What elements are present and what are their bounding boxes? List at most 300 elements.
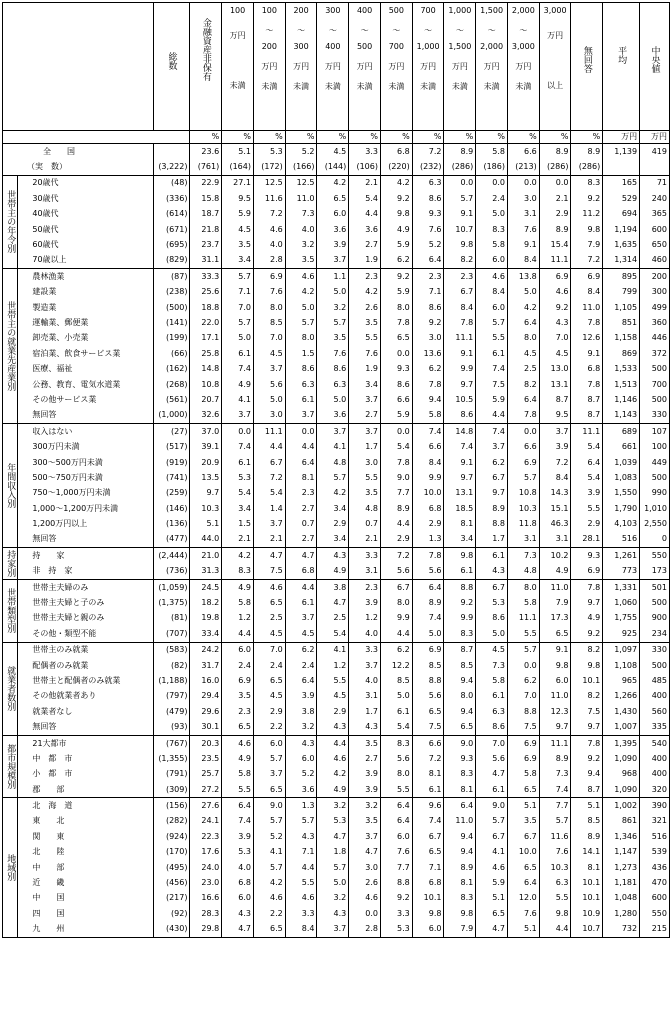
cell-value: (561) (153, 392, 190, 407)
bracket-line: ～ (392, 26, 401, 35)
cell-value: 9.8 (444, 548, 476, 564)
cell-value: (170) (153, 845, 190, 860)
bracket-line: 500 (388, 6, 404, 15)
table-row (3, 860, 670, 875)
unit-pct: % (571, 131, 603, 144)
cell-value: 3.2 (349, 798, 381, 814)
unit-pct: % (285, 131, 317, 144)
cell-value: 5.5 (507, 626, 539, 642)
table-row (3, 891, 670, 906)
cell-value: 8.0 (253, 300, 285, 315)
cell-value: 2.1 (349, 175, 381, 191)
national-pct: 23.6 (190, 144, 222, 160)
cell-value: 200 (640, 269, 670, 285)
row-label: その他サービス業 (18, 392, 153, 407)
cell-value: 4,103 (603, 516, 640, 531)
cell-value: 4.2 (317, 767, 349, 782)
header-bracket-3 (285, 3, 317, 131)
table-row (3, 315, 670, 330)
cell-value: 6.3 (412, 175, 444, 191)
cell-value: 4.7 (476, 922, 508, 938)
cell-value: 11.2 (571, 207, 603, 222)
cell-value: (736) (153, 564, 190, 580)
cell-value: 6.0 (476, 300, 508, 315)
cell-value: 9.8 (412, 906, 444, 921)
cell-value: 8.1 (412, 767, 444, 782)
cell-value: 8.6 (476, 719, 508, 735)
cell-value: 0.7 (285, 516, 317, 531)
cell-value: (456) (153, 875, 190, 890)
cell-value: 6.5 (253, 782, 285, 798)
cell-value: 32.6 (190, 408, 222, 424)
bracket-line: ～ (297, 26, 306, 35)
cell-value: 1,060 (603, 595, 640, 610)
table-row (3, 222, 670, 237)
cell-value: 6.3 (317, 377, 349, 392)
table-row (3, 658, 670, 673)
unit-pct: % (253, 131, 285, 144)
cell-value: 6.8 (412, 501, 444, 516)
cell-value: 5.2 (412, 237, 444, 252)
national-median: 419 (640, 144, 670, 160)
cell-value: (829) (153, 253, 190, 269)
table-row (3, 408, 670, 424)
header-mean: 平均 (603, 3, 640, 131)
cell-value: 4.4 (317, 735, 349, 751)
header-bracket-8 (444, 3, 476, 131)
national-pct: 8.9 (444, 144, 476, 160)
bracket-line: 3,000 (511, 42, 535, 51)
cell-value: 3.8 (285, 704, 317, 719)
bracket-line: 未満 (388, 82, 405, 91)
cell-value: 4.9 (539, 564, 571, 580)
bracket-line: ～ (487, 26, 496, 35)
cell-value: 2.5 (317, 611, 349, 626)
cell-value: 1,533 (603, 361, 640, 376)
national-real: (172) (253, 159, 285, 175)
cell-value: 9.5 (539, 408, 571, 424)
table-row (3, 501, 670, 516)
bracket-line: 2,000 (511, 6, 535, 15)
cell-value: 4.3 (222, 906, 254, 921)
cell-value: 11.1 (507, 611, 539, 626)
cell-value: 6.5 (253, 922, 285, 938)
cell-value: 9.0 (476, 798, 508, 814)
bracket-line: 万円 (229, 31, 246, 40)
cell-value: 10.7 (444, 222, 476, 237)
cell-value: 3.5 (507, 814, 539, 829)
bracket-line: ～ (328, 26, 337, 35)
cell-value: 6.1 (412, 782, 444, 798)
cell-value: 6.5 (412, 704, 444, 719)
cell-value: (919) (153, 455, 190, 470)
cell-value: 320 (640, 782, 670, 798)
cell-value: 25.6 (190, 285, 222, 300)
cell-value: 8.9 (444, 860, 476, 875)
row-label: 運輸業、郵便業 (18, 315, 153, 330)
cell-value: 5.8 (222, 595, 254, 610)
cell-value: 5.0 (476, 207, 508, 222)
cell-value: 240 (640, 191, 670, 206)
cell-value: 4.0 (222, 860, 254, 875)
cell-value: 7.6 (539, 845, 571, 860)
cell-value: 449 (640, 455, 670, 470)
cell-value: 661 (603, 439, 640, 454)
cell-value: 8.9 (412, 595, 444, 610)
row-label: 収入はない (18, 424, 153, 440)
cell-value: 13.0 (539, 361, 571, 376)
table-row (3, 361, 670, 376)
cell-value: 1,266 (603, 689, 640, 704)
group-title: 世帯主の就業先産業別 (3, 269, 18, 424)
cell-value: (156) (153, 798, 190, 814)
cell-value: 10.3 (507, 501, 539, 516)
cell-value: 7.0 (539, 331, 571, 346)
cell-value: 10.9 (571, 906, 603, 921)
table-row (3, 704, 670, 719)
cell-value: 773 (603, 564, 640, 580)
cell-value: 1,158 (603, 331, 640, 346)
cell-value: 3.9 (349, 767, 381, 782)
cell-value: 0.0 (380, 346, 412, 361)
cell-value: 3.5 (285, 253, 317, 269)
national-pct: 7.2 (412, 144, 444, 160)
cell-value: 4.1 (317, 642, 349, 658)
cell-value: 1.7 (476, 532, 508, 548)
cell-value: (791) (153, 767, 190, 782)
cell-value: 11.1 (444, 331, 476, 346)
cell-value: 7.2 (412, 751, 444, 766)
cell-value: 1,755 (603, 611, 640, 626)
header-bracket-4 (317, 3, 349, 131)
row-label: 30歳代 (18, 191, 153, 206)
cell-value: 7.1 (412, 285, 444, 300)
row-label: 無回答 (18, 532, 153, 548)
row-label: 持 家 (18, 548, 153, 564)
header-total: 総数 (153, 3, 190, 131)
cell-value: 4.2 (253, 875, 285, 890)
cell-value: 3.9 (317, 237, 349, 252)
table-row (3, 689, 670, 704)
cell-value: 8.2 (571, 642, 603, 658)
cell-value: 1,007 (603, 719, 640, 735)
cell-value: 3.3 (380, 906, 412, 921)
cell-value: 968 (603, 767, 640, 782)
national-pct: 5.2 (285, 144, 317, 160)
cell-value: 925 (603, 626, 640, 642)
cell-value: (199) (153, 331, 190, 346)
cell-value: 39.1 (190, 439, 222, 454)
cell-value: 7.6 (507, 222, 539, 237)
cell-value: 6.5 (253, 673, 285, 688)
cell-value: 6.4 (285, 673, 317, 688)
cell-value: 0.0 (444, 175, 476, 191)
unit-pct: % (190, 131, 222, 144)
cell-value: (48) (153, 175, 190, 191)
row-label: 就業者なし (18, 704, 153, 719)
cell-value: 10.3 (190, 501, 222, 516)
table-row (3, 829, 670, 844)
cell-value: 9.1 (507, 237, 539, 252)
bracket-line: 未満 (356, 82, 373, 91)
cell-value: 3.6 (285, 782, 317, 798)
unit-pct: % (222, 131, 254, 144)
cell-value: 5.4 (317, 626, 349, 642)
cell-value: 6.1 (444, 564, 476, 580)
cell-value: 3.7 (222, 408, 254, 424)
cell-value: 500 (640, 470, 670, 485)
cell-value: 5.7 (253, 751, 285, 766)
cell-value: 7.0 (253, 331, 285, 346)
cell-value: 6.2 (412, 361, 444, 376)
cell-value: (767) (153, 735, 190, 751)
cell-value: 1.7 (349, 704, 381, 719)
bracket-line: 未満 (451, 82, 468, 91)
table-row (3, 673, 670, 688)
cell-value: 8.6 (285, 361, 317, 376)
cell-value: 9.4 (444, 845, 476, 860)
cell-value: 8.8 (507, 704, 539, 719)
cell-value: 8.3 (380, 735, 412, 751)
cell-value: 16.6 (190, 891, 222, 906)
cell-value: 3.1 (507, 532, 539, 548)
cell-value: 7.2 (253, 470, 285, 485)
cell-value: (93) (153, 719, 190, 735)
cell-value: 3.7 (317, 922, 349, 938)
cell-value: (82) (153, 658, 190, 673)
cell-value: 13.5 (190, 470, 222, 485)
cell-value: 4.7 (285, 548, 317, 564)
cell-value: 330 (640, 408, 670, 424)
cell-value: 6.2 (380, 253, 412, 269)
cell-value: 5.3 (222, 845, 254, 860)
table-row (3, 548, 670, 564)
cell-value: (217) (153, 891, 190, 906)
cell-value: 1,513 (603, 377, 640, 392)
cell-value: 4.5 (222, 222, 254, 237)
header-bracket-7 (412, 3, 444, 131)
row-label: 無回答 (18, 719, 153, 735)
cell-value: 7.8 (380, 455, 412, 470)
bracket-line: 400 (325, 42, 341, 51)
cell-value: 2.6 (349, 875, 381, 890)
cell-value: 529 (603, 191, 640, 206)
bracket-line: 以上 (547, 81, 564, 90)
cell-value: 4.3 (317, 548, 349, 564)
cell-value: 18.2 (190, 595, 222, 610)
cell-value: 6.7 (476, 470, 508, 485)
cell-value: 9.2 (380, 191, 412, 206)
national-real: (286) (539, 159, 571, 175)
cell-value: 29.6 (190, 704, 222, 719)
cell-value: 3.6 (317, 408, 349, 424)
cell-value: 5.7 (285, 315, 317, 330)
cell-value: 7.8 (571, 579, 603, 595)
cell-value: 8.4 (285, 922, 317, 938)
cell-value: 9.0 (380, 470, 412, 485)
group-title: 年間収入別 (3, 424, 18, 548)
cell-value: 1.3 (285, 798, 317, 814)
cell-value: 600 (640, 891, 670, 906)
national-real: (144) (317, 159, 349, 175)
cell-value: 7.0 (476, 735, 508, 751)
cell-value: 0.0 (349, 906, 381, 921)
cell-value: 46.3 (539, 516, 571, 531)
cell-value: 2.4 (253, 658, 285, 673)
cell-value: 4.1 (222, 392, 254, 407)
row-label: 世帯主夫婦と子のみ (18, 595, 153, 610)
table-row (3, 269, 670, 285)
cell-value: 1,039 (603, 455, 640, 470)
cell-value: (583) (153, 642, 190, 658)
cell-value: 1,635 (603, 237, 640, 252)
cell-value: 500 (640, 392, 670, 407)
cell-value: 2.4 (285, 658, 317, 673)
national-real: (164) (222, 159, 254, 175)
cell-value: 7.3 (507, 548, 539, 564)
cell-value: 1.7 (349, 439, 381, 454)
cell-value: 5.0 (317, 285, 349, 300)
row-label: 近 畿 (18, 875, 153, 890)
cell-value: 5.6 (253, 377, 285, 392)
cell-value: 2.1 (539, 191, 571, 206)
cell-value: 1,048 (603, 891, 640, 906)
row-label: 世帯主と配偶者のみ就業 (18, 673, 153, 688)
cell-value: 18.5 (444, 501, 476, 516)
cell-value: 6.4 (571, 455, 603, 470)
cell-value: 6.1 (222, 346, 254, 361)
cell-value: 6.9 (571, 269, 603, 285)
cell-value: 6.2 (285, 642, 317, 658)
row-label: 卸売業、小売業 (18, 331, 153, 346)
cell-value: 1.3 (412, 532, 444, 548)
cell-value: 9.7 (571, 595, 603, 610)
table-row (3, 595, 670, 610)
row-label: 60歳代 (18, 237, 153, 252)
national-pct: 8.9 (571, 144, 603, 160)
cell-value: 24.2 (190, 642, 222, 658)
cell-value: 8.8 (380, 875, 412, 890)
header-bracket-1 (222, 3, 254, 131)
cell-value: 8.1 (571, 860, 603, 875)
row-label: 21大都市 (18, 735, 153, 751)
cell-value: 7.8 (571, 735, 603, 751)
cell-value: 6.5 (507, 860, 539, 875)
table-row (3, 579, 670, 595)
cell-value: 360 (640, 315, 670, 330)
cell-value: 2.7 (349, 751, 381, 766)
cell-value: 9.8 (571, 222, 603, 237)
cell-value: 6.6 (507, 439, 539, 454)
unit-pct: % (349, 131, 381, 144)
cell-value: 7.4 (222, 361, 254, 376)
cell-value: 8.9 (539, 222, 571, 237)
cell-value: 7.6 (253, 285, 285, 300)
cell-value: (695) (153, 237, 190, 252)
cell-value: 0.0 (507, 424, 539, 440)
cell-value: 1,314 (603, 253, 640, 269)
cell-value: 1.1 (317, 269, 349, 285)
cell-value: 6.8 (222, 875, 254, 890)
cell-value: 2.8 (349, 922, 381, 938)
cell-value: (81) (153, 611, 190, 626)
cell-value: 3.2 (317, 891, 349, 906)
cell-value: 3.5 (222, 237, 254, 252)
cell-value: 4.6 (285, 891, 317, 906)
cell-value: 4.7 (317, 595, 349, 610)
cell-value: (141) (153, 315, 190, 330)
cell-value: 6.6 (380, 392, 412, 407)
bracket-line: 1,500 (448, 42, 472, 51)
cell-value: 4.0 (253, 237, 285, 252)
cell-value: 4.6 (253, 891, 285, 906)
cell-value: 3.4 (349, 377, 381, 392)
cell-value: 3.7 (539, 424, 571, 440)
cell-value: 21.0 (190, 548, 222, 564)
row-label: 20歳代 (18, 175, 153, 191)
cell-value: 12.5 (285, 175, 317, 191)
cell-value: 5.9 (380, 237, 412, 252)
cell-value: 7.4 (444, 439, 476, 454)
cell-value: 234 (640, 626, 670, 642)
group-title: 世帯主の年令別 (3, 175, 18, 268)
group-title: 持家別 (3, 548, 18, 580)
cell-value: 23.5 (190, 751, 222, 766)
cell-value: 4.2 (222, 548, 254, 564)
cell-value: 7.0 (253, 642, 285, 658)
cell-value: 6.7 (444, 285, 476, 300)
row-label: 非 持 家 (18, 564, 153, 580)
cell-value: 11.6 (539, 829, 571, 844)
cell-value: 7.4 (412, 611, 444, 626)
cell-value: 365 (640, 207, 670, 222)
cell-value: 1.5 (285, 346, 317, 361)
cell-value: 5.3 (380, 922, 412, 938)
cell-value: 8.7 (444, 642, 476, 658)
cell-value: 6.8 (571, 361, 603, 376)
cell-value: 7.5 (571, 704, 603, 719)
row-label: 四 国 (18, 906, 153, 921)
cell-value: 4.6 (476, 860, 508, 875)
cell-value: 5.5 (349, 331, 381, 346)
cell-value: 539 (640, 845, 670, 860)
cell-value: 22.3 (190, 829, 222, 844)
bracket-line: 100 (261, 6, 277, 15)
table-row (3, 331, 670, 346)
cell-value: 24.5 (190, 579, 222, 595)
cell-value: 9.8 (444, 237, 476, 252)
cell-value: 7.1 (285, 845, 317, 860)
cell-value: (2,444) (153, 548, 190, 564)
row-label: 750～1,000万円未満 (18, 486, 153, 501)
header-bracket-10 (507, 3, 539, 131)
cell-value: 3.7 (476, 439, 508, 454)
cell-value: 390 (640, 798, 670, 814)
cell-value: 8.7 (539, 392, 571, 407)
cell-value: 9.8 (539, 906, 571, 921)
cell-value: 9.1 (444, 346, 476, 361)
bracket-line: 未満 (261, 82, 278, 91)
cell-value: 550 (640, 906, 670, 921)
cell-value: (924) (153, 829, 190, 844)
cell-value: 7.4 (476, 361, 508, 376)
row-label: 中 部 (18, 860, 153, 875)
cell-value: 7.2 (539, 455, 571, 470)
cell-value: 436 (640, 860, 670, 875)
cell-value: 2.9 (571, 516, 603, 531)
cell-value: 851 (603, 315, 640, 330)
header-nonholding: 金融資産非保有 (190, 3, 222, 131)
